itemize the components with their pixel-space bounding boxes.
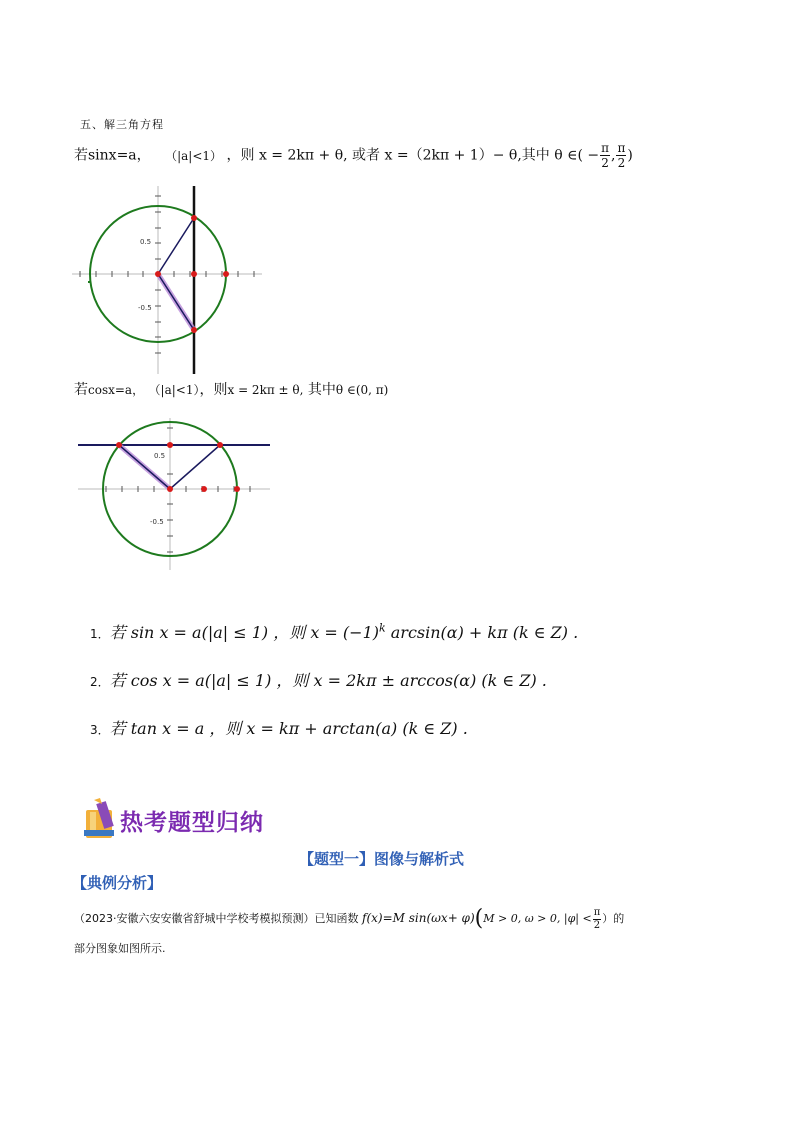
formula-3: 3．若 tan x = a ，则 x = kπ + arctan(a) (k ∈ Z) . [90, 719, 468, 738]
point-origin [155, 271, 161, 277]
type-title: 【题型一】图像与解析式 [299, 850, 465, 868]
pencil-book-icon [80, 796, 122, 840]
problem-line-2: 部分图象如图所示. [74, 942, 166, 955]
cos-eq: cosx=a， [88, 383, 145, 397]
sin-formula-2: x =（2kπ + 1）− θ, [384, 147, 522, 164]
cos-cond: （|a|<1） [148, 383, 200, 397]
sin-cond: （|a|<1） [165, 148, 223, 163]
point-left [116, 442, 122, 448]
grid-lines [72, 186, 262, 374]
point-axis-x [201, 486, 207, 492]
segment-upper [158, 218, 194, 274]
sin-formula-1: x = 2kπ + θ, [258, 147, 348, 164]
sin-intro-line: 若sinx=a， （|a|<1） ，则 x = 2kπ + θ, 或者 x =（2kπ + 1）− θ,其中 θ ∈( − $\frac{\pi}{2}$ , $\frac{\pi}{2}$ ) [74, 141, 633, 170]
point-circle-x [234, 486, 240, 492]
frac-pi-2-c: $\frac{\pi}{2}$ [593, 906, 601, 931]
segment-right [170, 445, 220, 489]
segment-lower [158, 274, 194, 330]
banner-title: 热考题型归纳 [120, 810, 264, 836]
tick-label-neg: -0.5 [150, 518, 164, 526]
frac-pi-2-b: $\frac{\pi}{2}$ [617, 141, 626, 170]
cos-formula: x = 2kπ ± θ, [227, 383, 304, 397]
point-circle-x [223, 271, 229, 277]
point-origin [167, 486, 173, 492]
section-banner [80, 796, 310, 842]
text-prefix: 若 [74, 147, 88, 164]
axis-ticks [106, 428, 250, 552]
unit-circle-sin-diagram [72, 186, 262, 374]
example-title: 【典例分析】 [72, 874, 163, 892]
theta-in: θ ∈( − [554, 147, 600, 164]
cos-range: θ ∈(0, π) [335, 383, 389, 397]
text-where: 其中 [521, 147, 550, 164]
grid-lines [78, 418, 270, 570]
frac-pi-2-a: $\frac{\pi}{2}$ [601, 141, 609, 170]
tick-label-neg: -0.5 [138, 304, 152, 312]
text-or: 或者 [352, 147, 381, 164]
point-axis [191, 271, 197, 277]
point-lower [191, 327, 197, 333]
point-upper [191, 215, 197, 221]
sin-eq: sinx=a， [88, 147, 151, 164]
formula-2: 2．若 cos x = a(|a| ≤ 1) ，则 x = 2kπ ± arccos(α) (k ∈ Z) . [90, 671, 547, 690]
unit-circle-cos-diagram [78, 418, 270, 570]
tick-label-pos: 0.5 [154, 452, 166, 460]
formula-1: 1．若 sin x = a(|a| ≤ 1) ，则 $x = (-1)^k$ arcsin(α) + kπ (k ∈ Z) . [90, 621, 579, 642]
point-axis-top [167, 442, 173, 448]
problem-line-1: （2023·安徽六安安徽省舒城中学校考模拟预测）已知函数 f(x)=M sin(ωx+ φ)(M > 0, ω > 0, |φ| < $\frac{\pi}{2}$ ）的 [74, 906, 625, 931]
tick-label-pos: 0.5 [140, 238, 152, 246]
cos-intro-line: 若cosx=a， （|a|<1），则x = 2kπ ± θ, 其中θ ∈(0, π) [74, 382, 389, 398]
point-right [217, 442, 223, 448]
section-title: 五、解三角方程 [80, 118, 164, 131]
text-then: ，则 [226, 147, 255, 164]
